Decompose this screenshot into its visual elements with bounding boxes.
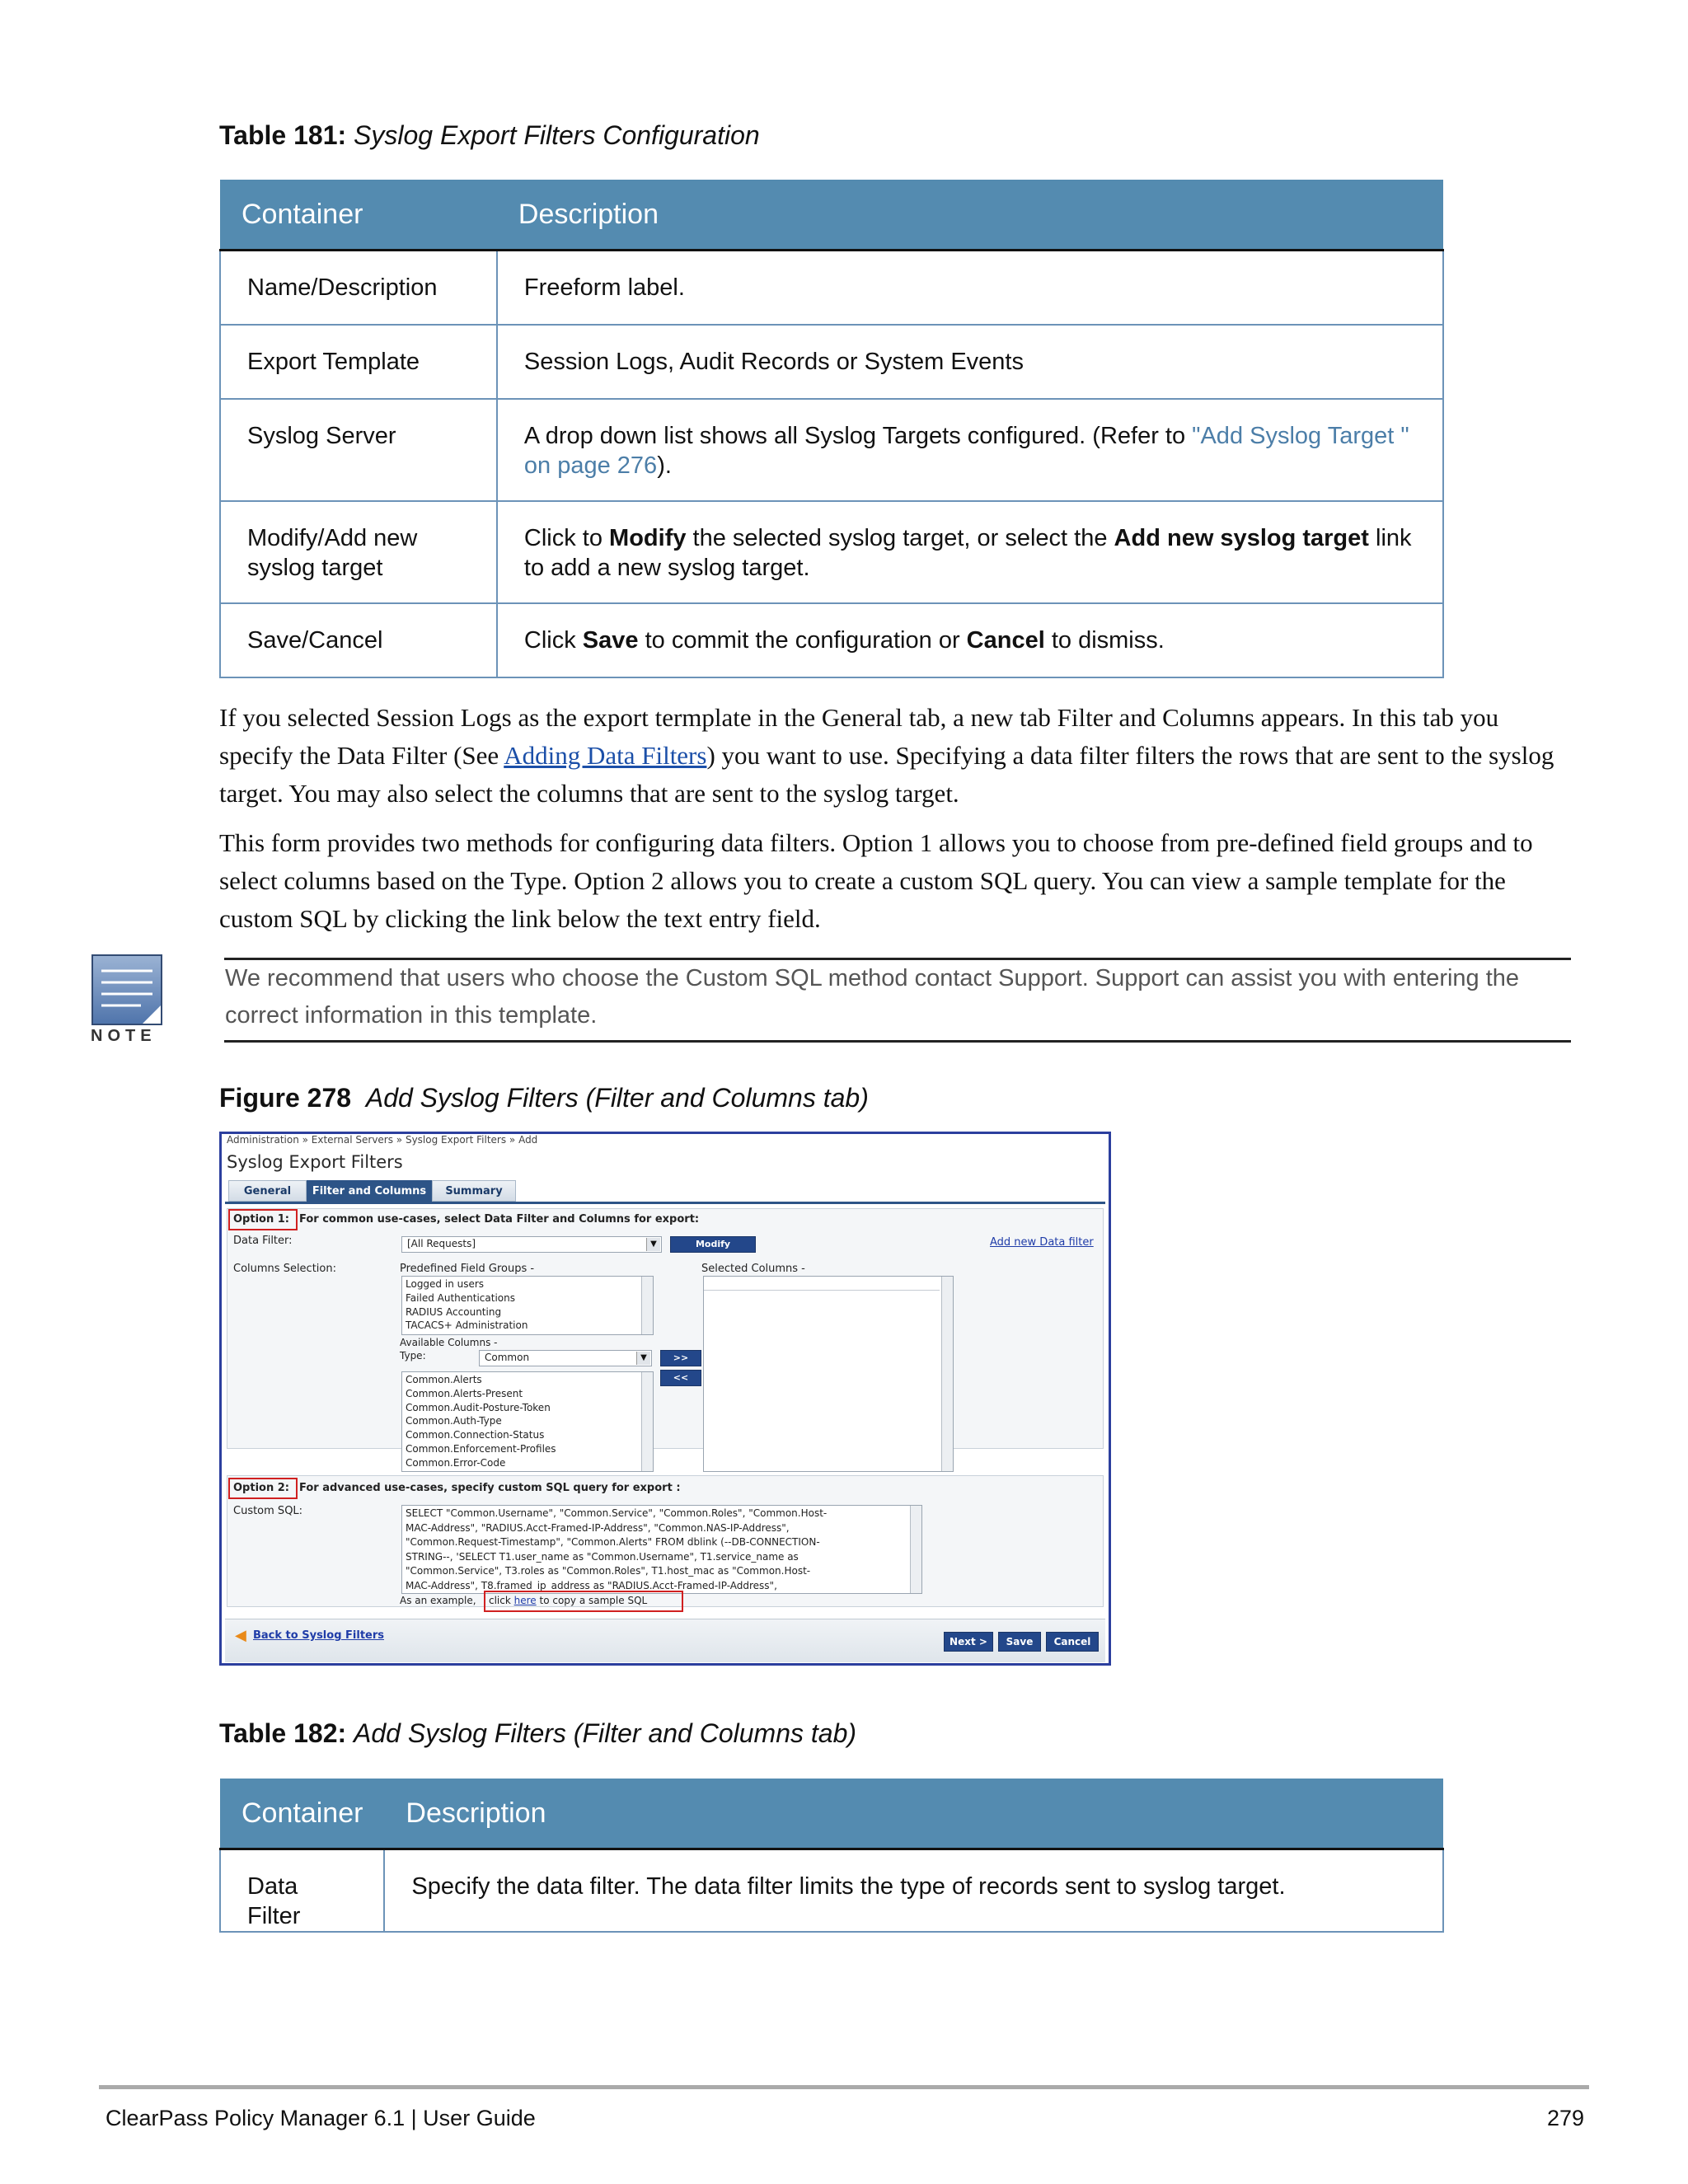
available-columns-list[interactable]: [401, 1371, 654, 1472]
predefined-field-groups-list[interactable]: [401, 1276, 654, 1335]
chevron-down-icon[interactable]: ▼: [636, 1352, 650, 1365]
cell-container: Name/Description: [220, 251, 497, 325]
table-row: [220, 399, 1443, 501]
adding-data-filters-link[interactable]: Adding Data Filters: [504, 741, 707, 770]
table-181-title: Syslog Export Filters Configuration: [354, 120, 760, 150]
list-item[interactable]: Common.Alerts-Present: [406, 1387, 523, 1399]
add-column-button[interactable]: >>: [660, 1350, 701, 1366]
page-title: Syslog Export Filters: [227, 1152, 403, 1172]
data-filter-select[interactable]: [All Requests] ▼: [401, 1236, 662, 1253]
footer-guide-title: ClearPass Policy Manager 6.1 | User Guide: [106, 2106, 536, 2130]
available-columns-label: Available Columns -: [400, 1337, 498, 1348]
breadcrumb[interactable]: Administration » External Servers » Syslog Export Filters » Add: [227, 1134, 538, 1146]
figure-title: Add Syslog Filters (Filter and Columns tab): [365, 1083, 869, 1113]
selected-columns-label: Selected Columns -: [701, 1263, 805, 1275]
cell-container: Export Template: [220, 325, 497, 399]
list-item[interactable]: Common.Connection-Status: [406, 1429, 545, 1441]
cell-container: Data Filter: [220, 1849, 384, 1933]
list-item[interactable]: Common.Enforcement-Profiles: [406, 1442, 556, 1455]
table-182-caption: [219, 1718, 856, 1749]
cell-description: A drop down list shows all Syslog Targets configured. (Refer to "Add Syslog Target " on page 276).: [497, 399, 1443, 501]
cell-container: Modify/Add new syslog target: [220, 501, 497, 603]
copy-sample-sql-link[interactable]: here: [513, 1595, 537, 1606]
cell-description: Click Save to commit the configuration or Cancel to dismiss.: [497, 603, 1443, 677]
cell-container: Syslog Server: [220, 399, 497, 501]
cell-description: Session Logs, Audit Records or System Events: [497, 325, 1443, 399]
figure-278-caption: [219, 1083, 869, 1113]
table-182-title: Add Syslog Filters (Filter and Columns tab): [354, 1718, 857, 1748]
column-header-container: Container: [220, 1779, 384, 1849]
table-header-row: [220, 180, 1443, 251]
next-button[interactable]: Next >: [944, 1632, 993, 1652]
cell-description: Specify the data filter. The data filter limits the type of records sent to syslog target.: [384, 1849, 1443, 1933]
syslog-filters-screenshot: [219, 1132, 1111, 1666]
scrollbar[interactable]: [910, 1506, 921, 1593]
tab-summary[interactable]: Summary: [432, 1180, 516, 1202]
list-item[interactable]: RADIUS Accounting: [406, 1305, 502, 1318]
table-181-label: Table 181:: [219, 120, 347, 150]
table-181-caption: [219, 120, 760, 151]
custom-sql-textarea[interactable]: SELECT "Common.Username", "Common.Service", "Common.Roles", "Common.Host- MAC-Address", "RADIUS.Acct-Framed-IP-Address", "Common.NAS-IP-Address", "Common.Request-Timestamp", "Common.Alerts" FROM dblink (--DB-CONNECTION- STRING--, 'SELECT T1.user_name as "Common.Username", T1.service_name as "Common.Service", T3.roles as "Common.Roles", T1.host_mac as "Common.Host- MAC-Address", T8.framed_ip_address as "RADIUS.Acct-Framed-IP-Address",: [401, 1505, 922, 1594]
note-text: We recommend that users who choose the Custom SQL method contact Support. Support can assist you with entering the correct information in this template.: [225, 965, 1520, 1029]
predefined-field-groups-label: Predefined Field Groups -: [400, 1263, 535, 1275]
type-label: Type:: [400, 1350, 426, 1361]
table-row: [220, 251, 1443, 325]
sample-sql-text: click here to copy a sample SQL: [489, 1595, 648, 1606]
tab-filter-and-columns[interactable]: Filter and Columns: [307, 1180, 432, 1202]
list-item[interactable]: Failed Authentications: [406, 1291, 515, 1304]
option-1-panel: [227, 1208, 1104, 1449]
cell-description: Freeform label.: [497, 251, 1443, 325]
table-row: [220, 603, 1443, 677]
columns-selection-label: Columns Selection:: [233, 1263, 336, 1275]
save-button[interactable]: Save: [998, 1632, 1041, 1652]
table-182-label: Table 182:: [219, 1718, 347, 1748]
column-header-container: Container: [220, 180, 497, 251]
selected-columns-list[interactable]: [703, 1276, 954, 1472]
scrollbar[interactable]: [641, 1277, 653, 1334]
option-2-text: For advanced use-cases, specify custom SQL query for export :: [299, 1482, 681, 1494]
add-new-data-filter-link[interactable]: Add new Data filter: [990, 1236, 1094, 1249]
table-181: [219, 180, 1444, 678]
tab-general[interactable]: General: [228, 1180, 307, 1202]
type-select[interactable]: Common ▼: [479, 1350, 652, 1366]
example-prefix: As an example,: [400, 1595, 476, 1606]
option-1-text: For common use-cases, select Data Filter and Columns for export:: [299, 1213, 700, 1226]
column-header-description: Description: [384, 1779, 1443, 1849]
figure-label: Figure 278: [219, 1083, 352, 1113]
scrollbar[interactable]: [641, 1372, 653, 1471]
list-item[interactable]: Common.Error-Code: [406, 1456, 506, 1469]
note-label: NOTE: [91, 1027, 157, 1045]
custom-sql-label: Custom SQL:: [233, 1505, 303, 1517]
list-item[interactable]: Common.Alerts: [406, 1374, 482, 1385]
tab-underline: [225, 1202, 1105, 1204]
list-item[interactable]: Common.Auth-Type: [406, 1415, 502, 1427]
cell-container: Save/Cancel: [220, 603, 497, 677]
remove-column-button[interactable]: <<: [660, 1370, 701, 1386]
table-row: [220, 1849, 1443, 1933]
paragraph-two-methods: This form provides two methods for configuring data filters. Option 1 allows you to choose from pre-defined field groups and to select columns based on the Type. Option 2 allows you to create a custom SQL query. You can view a sample template for the custom SQL by clicking the link below the text entry field.: [219, 828, 1533, 933]
chevron-down-icon[interactable]: ▼: [646, 1238, 660, 1251]
table-row: [220, 501, 1443, 603]
modify-button[interactable]: Modify: [670, 1236, 756, 1253]
list-item[interactable]: TACACS+ Administration: [406, 1319, 528, 1332]
note-icon: [91, 954, 162, 1025]
table-row: [220, 325, 1443, 399]
table-182: [219, 1779, 1444, 1933]
list-item[interactable]: Logged in users: [406, 1278, 485, 1290]
cell-description: Click to Modify the selected syslog target, or select the Add new syslog target link to add a new syslog target.: [497, 501, 1443, 603]
cancel-button[interactable]: Cancel: [1046, 1632, 1099, 1652]
back-arrow-icon[interactable]: ◀: [235, 1627, 246, 1644]
footer-rule: [99, 2085, 1589, 2089]
page-number: 279: [1546, 2106, 1584, 2130]
paragraph-filter-and-columns: If you selected Session Logs as the export termplate in the General tab, a new tab Filter and Columns appears. In this tab you specify the Data Filter (See Adding Data Filters) you want to use. Specifying a data filter filters the rows that are sent to the syslog target. You may also select the columns that are sent to the syslog target.: [219, 703, 1554, 808]
back-to-syslog-filters-link[interactable]: Back to Syslog Filters: [253, 1629, 384, 1642]
column-header-description: Description: [497, 180, 1443, 251]
list-item[interactable]: Common.Audit-Posture-Token: [406, 1401, 551, 1413]
data-filter-label: Data Filter:: [233, 1235, 293, 1247]
note-rule-bottom: [224, 1040, 1571, 1043]
option-2-tag: Option 2:: [233, 1482, 289, 1494]
scrollbar[interactable]: [941, 1277, 953, 1471]
option-1-tag: Option 1:: [233, 1213, 289, 1226]
add-syslog-target-link[interactable]: "Add Syslog Target " on page 276: [523, 422, 1409, 479]
table-header-row: [220, 1779, 1443, 1849]
